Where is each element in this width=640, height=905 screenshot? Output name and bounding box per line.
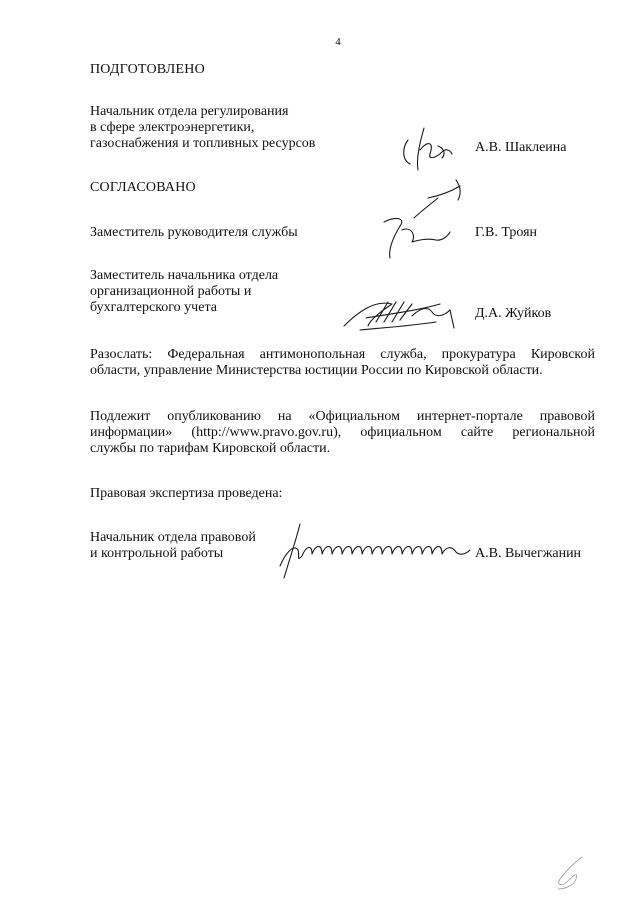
prepared-position bbox=[90, 104, 315, 152]
prepared-heading: ПОДГОТОВЛЕНО bbox=[90, 62, 205, 77]
paragraph-line: службы по тарифам Кировской области. bbox=[90, 441, 331, 456]
position-line: Заместитель начальника отдела bbox=[90, 268, 279, 283]
distribution-paragraph bbox=[90, 347, 595, 379]
paragraph-line: области, управление Министерства юстиции России по Кировской области. bbox=[90, 363, 543, 378]
signer-position-zhuikov bbox=[90, 268, 278, 316]
page-number: 4 bbox=[335, 36, 341, 48]
publication-paragraph bbox=[90, 409, 595, 457]
agreed-heading: СОГЛАСОВАНО bbox=[90, 180, 196, 195]
paragraph-line: информации» (http://www.pravo.gov.ru), официальном сайте региональной bbox=[90, 425, 595, 440]
position-line: Начальник отдела правовой bbox=[90, 530, 256, 545]
position-line: Начальник отдела регулирования bbox=[90, 104, 289, 119]
signature-zhuikov bbox=[340, 290, 465, 335]
initials-mark bbox=[548, 855, 588, 893]
signature-vychegzhanin bbox=[276, 522, 476, 582]
signer-name-vychegzhanin: А.В. Вычегжанин bbox=[475, 546, 582, 561]
signature-troyan bbox=[378, 196, 468, 266]
position-line: организационной работы и bbox=[90, 284, 252, 299]
signature-shakleina bbox=[398, 120, 478, 205]
paragraph-line: Разослать: Федеральная антимонопольная служба, прокуратура Кировской bbox=[90, 347, 595, 362]
position-line: бухгалтерского учета bbox=[90, 300, 217, 315]
legal-review-note: Правовая экспертиза проведена: bbox=[90, 486, 283, 501]
signer-name-troyan: Г.В. Троян bbox=[475, 225, 538, 240]
signer-name-zhuikov: Д.А. Жуйков bbox=[475, 306, 552, 321]
position-line: газоснабжения и топливных ресурсов bbox=[90, 136, 316, 151]
position-line: Заместитель руководителя службы bbox=[90, 225, 298, 240]
paragraph-line: Подлежит опубликованию на «Официальном интернет-портале правовой bbox=[90, 409, 595, 424]
position-line: в сфере электроэнергетики, bbox=[90, 120, 255, 135]
legal-review-position bbox=[90, 530, 256, 562]
signer-position-troyan bbox=[90, 225, 298, 241]
signer-name-shakleina: А.В. Шаклеина bbox=[475, 140, 567, 155]
position-line: и контрольной работы bbox=[90, 546, 224, 561]
